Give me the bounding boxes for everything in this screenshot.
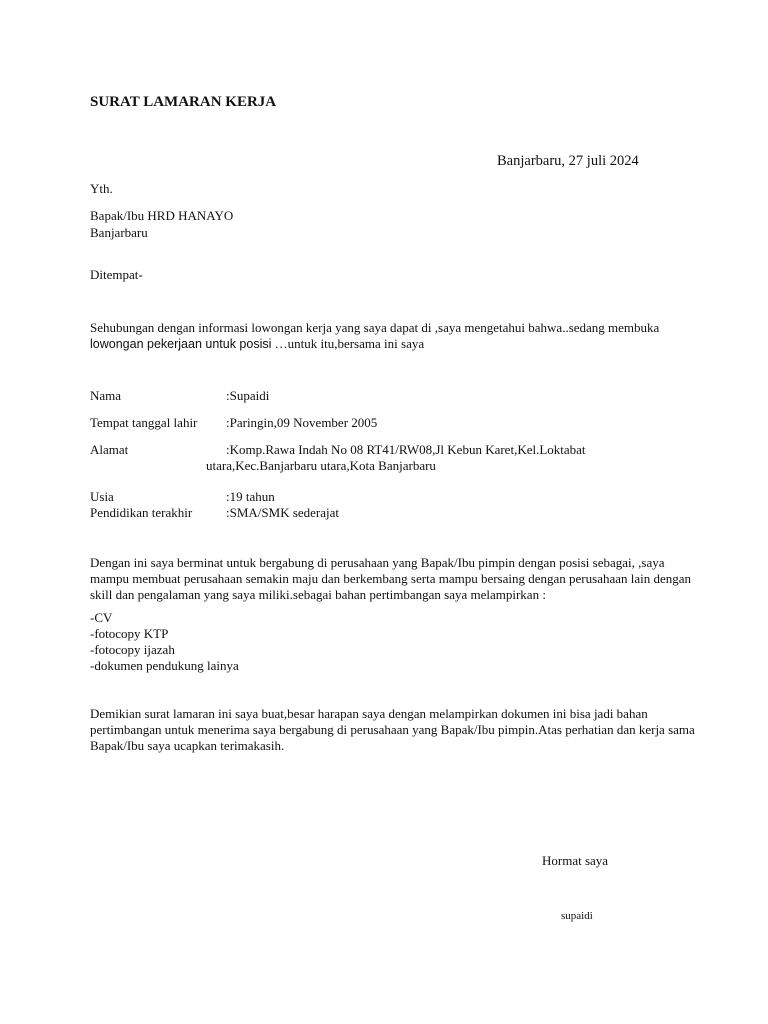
intro-line-2 (90, 336, 424, 352)
signature-name: supaidi (561, 910, 593, 922)
attachment-item: -dokumen pendukung lainya (90, 658, 239, 673)
body-line-2: mampu membuat perusahaan semakin maju dan berkembang serta mampu bersaing dengan perusahaan lain dengan (90, 571, 692, 586)
closing-line-1: Demikian surat lamaran ini saya buat,besar harapan saya dengan melampirkan dokumen ini bisa jadi bahan (90, 706, 648, 721)
biodata-value-name: :Supaidi (226, 388, 270, 403)
recipient-location: Ditempat- (90, 267, 143, 282)
attachment-item: -CV (90, 610, 113, 625)
place-date: Banjarbaru, 27 juli 2024 (497, 153, 639, 169)
body-line-3: skill dan pengalaman yang saya miliki.sebagai bahan pertimbangan saya melampirkan : (90, 587, 546, 602)
biodata-label-age: Usia (90, 489, 114, 504)
attachment-item: -fotocopy KTP (90, 626, 169, 641)
intro-line-2-part-c: ini saya (384, 336, 425, 351)
biodata-value-age: :19 tahun (226, 489, 275, 504)
biodata-label-name: Nama (90, 388, 122, 403)
intro-line-2-part-a: lowongan pekerjaan untuk posisi (90, 337, 272, 351)
biodata-value-birth: :Paringin,09 November 2005 (226, 415, 378, 430)
closing-line-3: Bapak/Ibu saya ucapkan terimakasih. (90, 738, 285, 753)
biodata-label-address: Alamat (90, 442, 129, 457)
letter-title: SURAT LAMARAN KERJA (90, 94, 277, 110)
closing-line-2: pertimbangan untuk menerima saya bergabung di perusahaan yang Bapak/Ibu pimpin.Atas perhatian dan kerja sama (90, 722, 695, 737)
attachment-item: -fotocopy ijazah (90, 642, 175, 657)
biodata-label-birth: Tempat tanggal lahir (90, 415, 198, 430)
biodata-label-education: Pendidikan terakhir (90, 505, 193, 520)
recipient-city: Banjarbaru (90, 225, 148, 240)
biodata-value-address: :Komp.Rawa Indah No 08 RT41/RW08,Jl Kebun Karet,Kel.Loktabat (226, 442, 586, 457)
intro-line-2-part-b: …untuk itu,bersama (274, 336, 381, 351)
signoff: Hormat saya (542, 853, 609, 868)
body-line-1: Dengan ini saya berminat untuk bergabung di perusahaan yang Bapak/Ibu pimpin dengan posisi sebagai, ,saya (90, 555, 665, 570)
salutation: Yth. (90, 181, 113, 196)
biodata-value-education: :SMA/SMK sederajat (226, 505, 340, 520)
recipient-name: Bapak/Ibu HRD HANAYO (90, 208, 234, 223)
intro-line-1: Sehubungan dengan informasi lowongan kerja yang saya dapat di ,saya mengetahui bahwa..sedang membuka (90, 320, 660, 335)
biodata-value-address-cont: utara,Kec.Banjarbaru utara,Kota Banjarbaru (206, 458, 436, 473)
